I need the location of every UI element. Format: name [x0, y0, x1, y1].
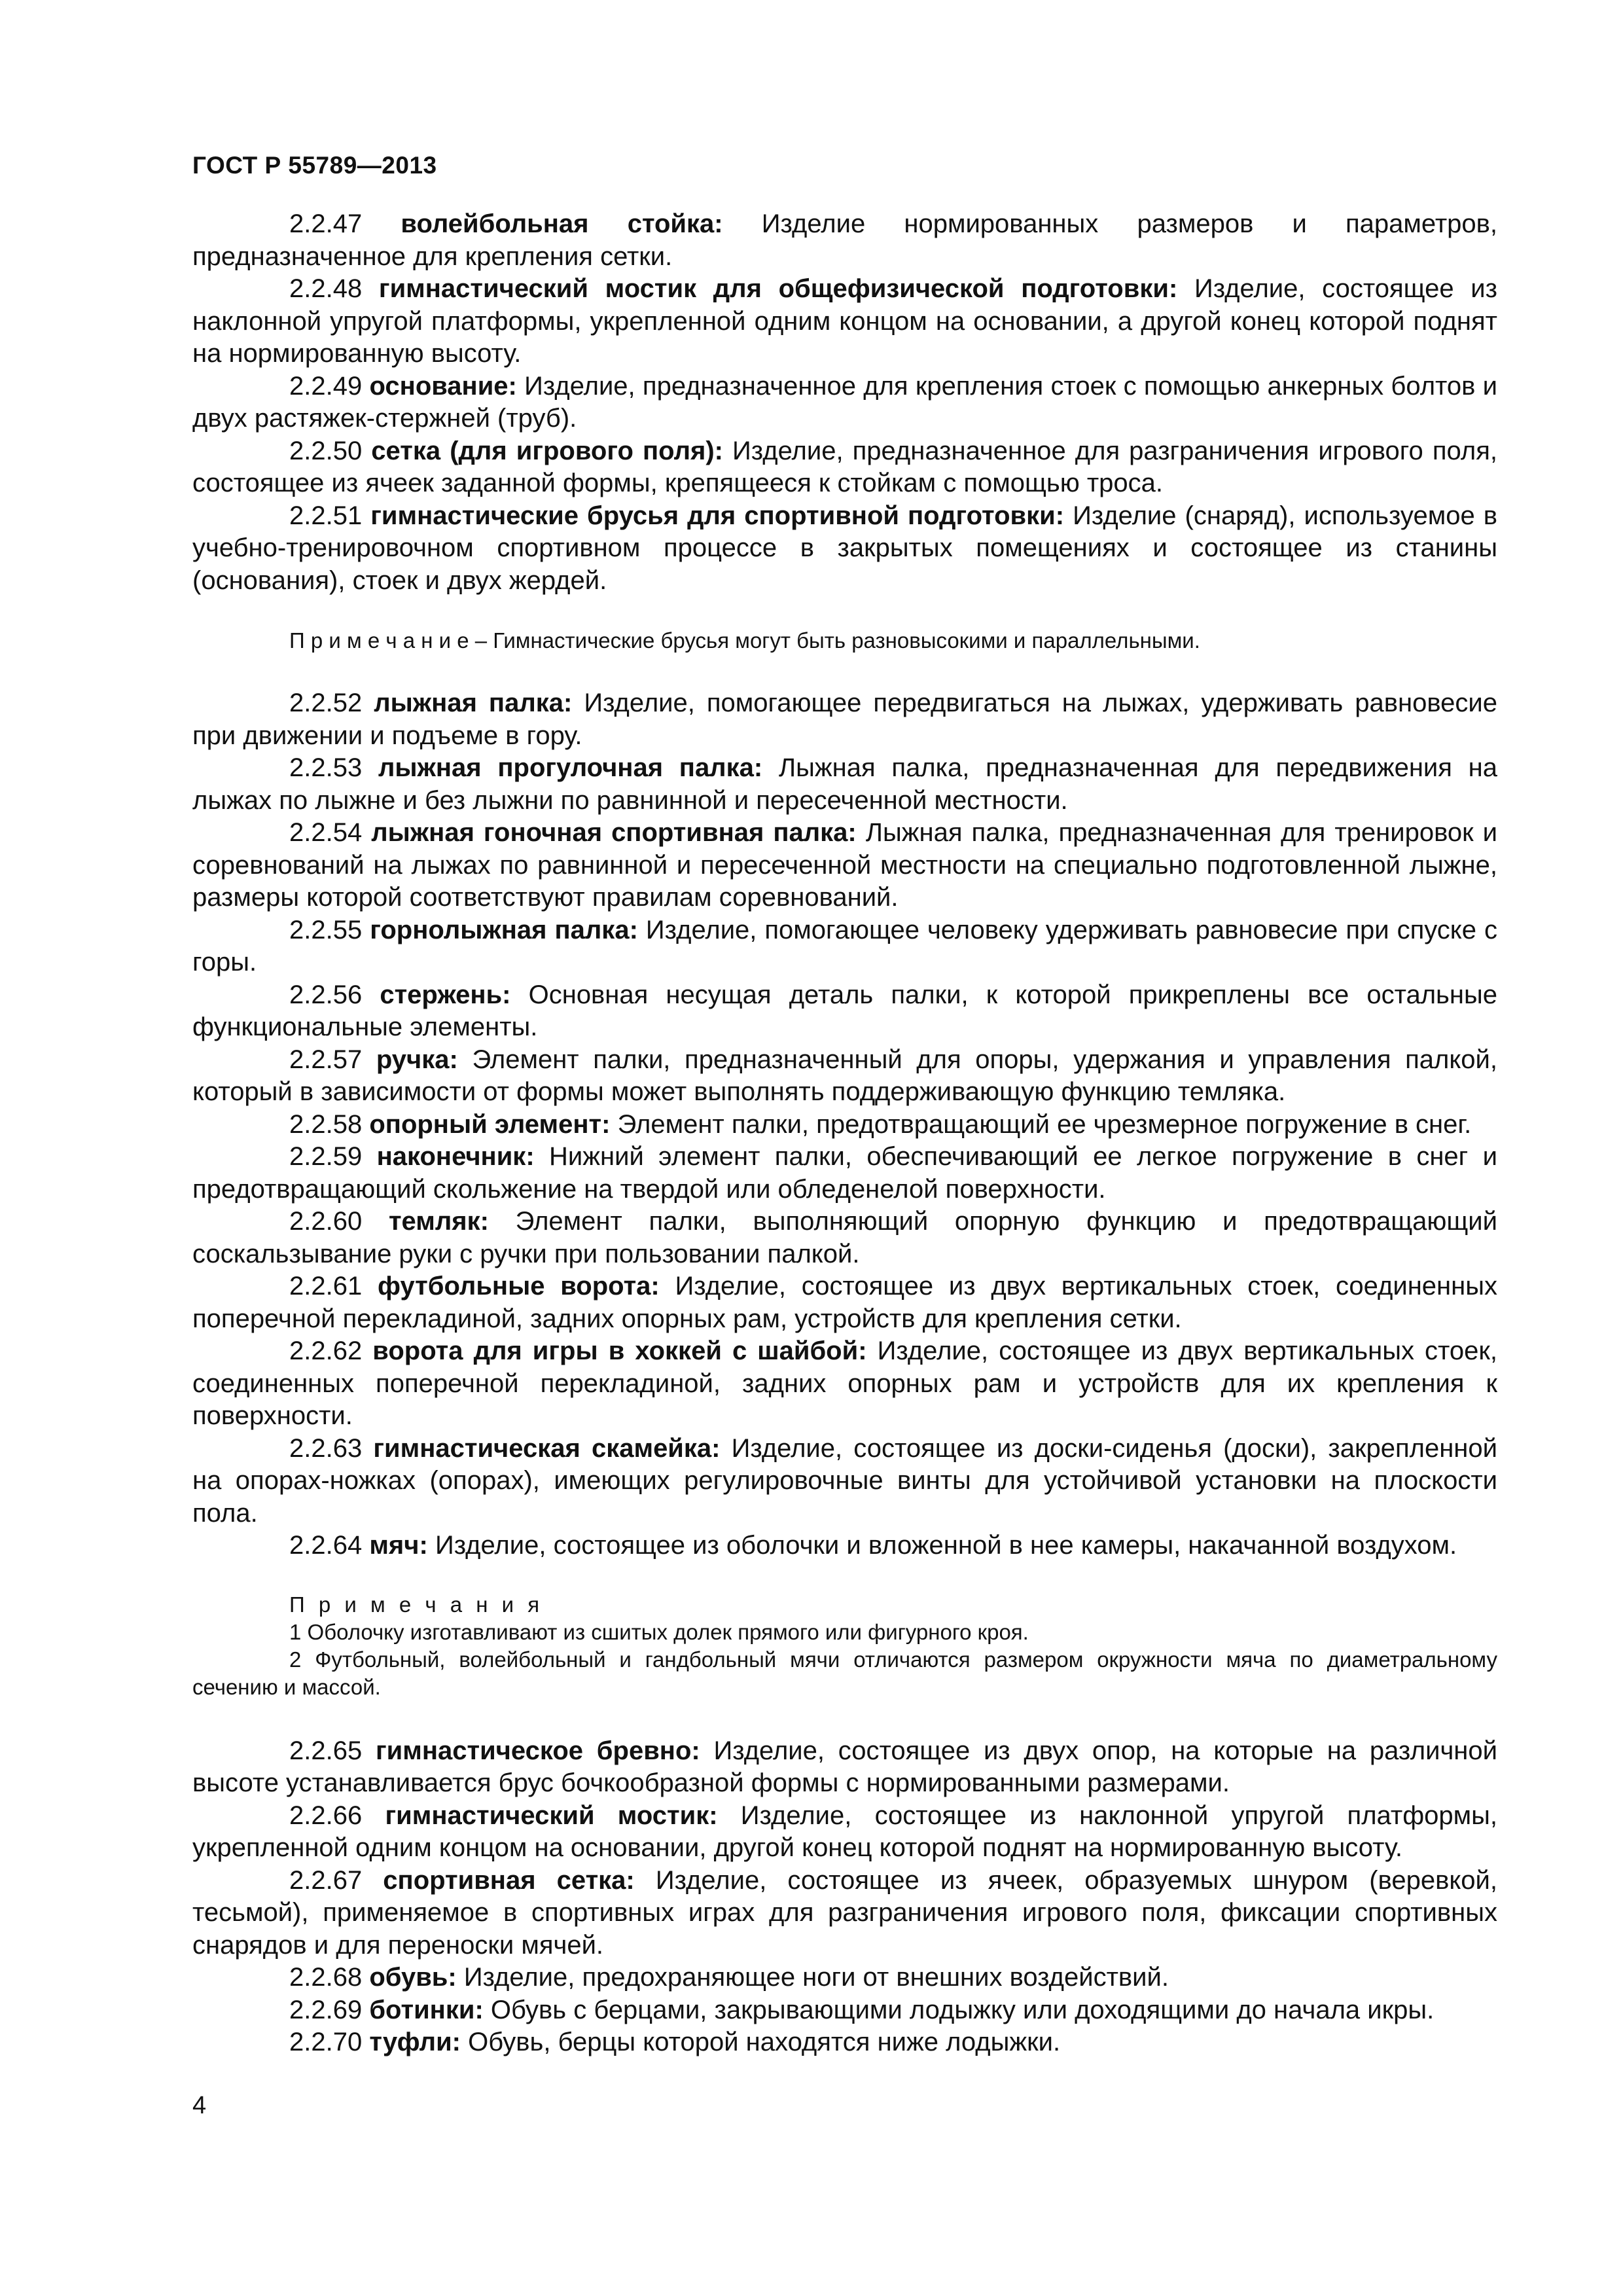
term-definition: Изделие, состоящее из наклонной упругой платформы, укрепленной одним концом на основании, другой конец которой поднят на нормированную высоту. [192, 1801, 1497, 1862]
term-name: темляк: [388, 1207, 489, 1236]
term-number: 2.2.48 [289, 274, 363, 303]
term-entry [192, 370, 1497, 435]
term-definition: Лыжная палка, предназначенная для передвижения на лыжах по лыжне и без лыжни по равнинной и пересеченной местности. [192, 753, 1497, 815]
term-number: 2.2.54 [289, 818, 363, 847]
term-entry [192, 1270, 1497, 1335]
term-name: горнолыжная палка: [370, 915, 638, 944]
term-name: футбольные ворота: [377, 1272, 660, 1300]
term-number: 2.2.57 [289, 1045, 363, 1074]
notes-ball [192, 1591, 1497, 1701]
term-number: 2.2.53 [289, 753, 363, 782]
note-item: 1 Оболочку изготавливают из сшитых долек прямого или фигурного кроя. [289, 1619, 1029, 1644]
term-definition: Изделие, состоящее из доски-сиденья (доски), закрепленной на опорах-ножках (опорах), имеющих регулировочные винты для устойчивой установки на плоскости пола. [192, 1433, 1497, 1528]
term-definition: Изделие, помогающее человеку удерживать равновесие при спуске с горы. [192, 915, 1497, 977]
term-number: 2.2.55 [289, 915, 363, 944]
term-entry [192, 1044, 1497, 1109]
term-name: сетка (для игрового поля): [371, 436, 723, 465]
term-entry [192, 1109, 1497, 1141]
term-number: 2.2.64 [289, 1531, 363, 1560]
term-name: ручка: [376, 1045, 458, 1074]
term-definition: Изделие, состоящее из оболочки и вложенной в нее камеры, накачанной воздухом. [435, 1531, 1457, 1560]
term-number: 2.2.59 [289, 1142, 363, 1171]
term-number: 2.2.56 [289, 980, 363, 1009]
term-name: лыжная палка: [374, 689, 573, 717]
term-number: 2.2.49 [289, 371, 363, 401]
term-number: 2.2.62 [289, 1336, 363, 1365]
term-entry [192, 500, 1497, 598]
term-entry [192, 979, 1497, 1044]
term-definition: Изделие нормированных размеров и параметров, предназначенное для крепления сетки. [192, 209, 1497, 271]
term-definition: Нижний элемент палки, обеспечивающий ее легкое погружение в снег и предотвращающий скольжение на твердой или обледенелой поверхности. [192, 1142, 1497, 1204]
term-definition: Обувь с берцами, закрывающими лодыжку или доходящими до начала икры. [490, 1995, 1435, 2024]
term-number: 2.2.68 [289, 1963, 363, 1992]
document-body [192, 208, 1497, 2059]
term-entry [192, 1865, 1497, 1962]
term-entry [192, 914, 1497, 979]
term-entry [192, 1206, 1497, 1270]
notes-title: П р и м е ч а н и я [289, 1592, 544, 1617]
document-header: ГОСТ Р 55789—2013 [192, 152, 437, 179]
note-item: 2 Футбольный, волейбольный и гандбольный мячи отличаются размером окружности мяча по диаметральному сечению и массой. [192, 1647, 1497, 1699]
term-number: 2.2.52 [289, 689, 363, 717]
note-brusya: П р и м е ч а н и е – Гимнастические брусья могут быть разновысокими и параллельными. [289, 628, 1200, 653]
term-number: 2.2.51 [289, 501, 363, 530]
term-entry [192, 817, 1497, 914]
terms-group-c [192, 1735, 1497, 2059]
term-entry [192, 1735, 1497, 1800]
term-name: гимнастические брусья для спортивной подготовки: [370, 501, 1065, 530]
term-name: наконечник: [376, 1142, 535, 1171]
page-number: 4 [192, 2092, 207, 2119]
term-name: гимнастическая скамейка: [373, 1433, 721, 1463]
term-entry [192, 1433, 1497, 1530]
term-number: 2.2.65 [289, 1736, 363, 1765]
term-name: мяч: [369, 1531, 428, 1560]
term-definition: Изделие, состоящее из ячеек, образуемых шнуром (веревкой, тесьмой), применяемое в спортивных играх для разграничения игрового поля, фиксации спортивных снарядов и для переноски мячей. [192, 1865, 1497, 1960]
term-name: гимнастическое бревно: [376, 1736, 700, 1765]
term-entry [192, 208, 1497, 273]
term-definition: Элемент палки, выполняющий опорную функцию и предотвращающий соскальзывание руки с ручки при пользовании палкой. [192, 1207, 1497, 1268]
term-name: опорный элемент: [369, 1109, 611, 1139]
term-definition: Изделие, предназначенное для крепления стоек с помощью анкерных болтов и двух растяжек-стержней (труб). [192, 371, 1498, 433]
term-name: ворота для игры в хоккей с шайбой: [372, 1336, 867, 1365]
term-number: 2.2.60 [289, 1207, 363, 1236]
term-number: 2.2.66 [289, 1801, 363, 1830]
term-name: основание: [369, 371, 517, 401]
term-number: 2.2.63 [289, 1433, 363, 1463]
term-entry [192, 1530, 1497, 1562]
term-entry [192, 1800, 1497, 1865]
term-name: гимнастический мостик для общефизической подготовки: [378, 274, 1178, 303]
term-definition: Лыжная палка, предназначенная для тренировок и соревнований на лыжах по равнинной и пересеченной местности на специально подготовленной лыжне, размеры которой соответствуют правилам соревнований. [192, 818, 1497, 912]
term-entry [192, 1335, 1497, 1433]
term-entry [192, 2026, 1497, 2059]
term-entry [192, 273, 1497, 370]
term-entry [192, 1994, 1497, 2027]
term-number: 2.2.50 [289, 436, 363, 465]
term-number: 2.2.58 [289, 1109, 363, 1139]
term-definition: Элемент палки, предназначенный для опоры, удержания и управления палкой, который в зависимости от формы может выполнять поддерживающую функцию темляка. [192, 1045, 1497, 1106]
term-definition: Изделие, предохраняющее ноги от внешних воздействий. [463, 1963, 1169, 1992]
term-number: 2.2.69 [289, 1995, 363, 2024]
term-definition: Обувь, берцы которой находятся ниже лодыжки. [468, 2028, 1061, 2056]
term-definition: Изделие (снаряд), используемое в учебно-тренировочном спортивном процессе в закрытых помещениях и состоящее из станины (основания), стоек и двух жердей. [192, 501, 1497, 595]
term-name: гимнастический мостик: [385, 1801, 718, 1830]
term-entry [192, 435, 1497, 500]
term-number: 2.2.61 [289, 1272, 363, 1300]
term-definition: Изделие, состоящее из наклонной упругой платформы, укрепленной одним концом на основании, а другой конец которой поднят на нормированную высоту. [192, 274, 1497, 368]
terms-group-a [192, 208, 1497, 597]
term-number: 2.2.67 [289, 1865, 363, 1895]
term-name: туфли: [369, 2028, 461, 2056]
term-name: лыжная гоночная спортивная палка: [371, 818, 857, 847]
term-name: спортивная сетка: [383, 1865, 635, 1895]
term-entry [192, 752, 1497, 817]
term-name: лыжная прогулочная палка: [378, 753, 763, 782]
term-definition: Элемент палки, предотвращающий ее чрезмерное погружение в снег. [617, 1109, 1472, 1139]
term-definition: Изделие, состоящее из двух опор, на которые на различной высоте устанавливается брус бочкообразной формы с нормированными размерами. [192, 1736, 1497, 1797]
term-number: 2.2.47 [289, 209, 363, 238]
term-definition: Изделие, помогающее передвигаться на лыжах, удерживать равновесие при движении и подъеме в гору. [192, 689, 1497, 750]
term-name: обувь: [369, 1963, 457, 1992]
term-number: 2.2.70 [289, 2028, 363, 2056]
terms-group-b [192, 687, 1497, 1562]
term-name: волейбольная стойка: [401, 209, 723, 238]
term-definition: Изделие, состоящее из двух вертикальных стоек, соединенных поперечной перекладиной, задних опорных рам и устройств для их крепления к поверхности. [192, 1336, 1497, 1430]
term-definition: Изделие, предназначенное для разграничения игрового поля, состоящее из ячеек заданной формы, крепящееся к стойкам с помощью троса. [192, 436, 1497, 497]
term-entry [192, 1141, 1497, 1206]
term-definition: Основная несущая деталь палки, к которой прикреплены все остальные функциональные элементы. [192, 980, 1497, 1041]
term-entry [192, 1962, 1497, 1994]
term-entry [192, 687, 1497, 752]
term-definition: Изделие, состоящее из двух вертикальных стоек, соединенных поперечной перекладиной, задних опорных рам, устройств для крепления сетки. [192, 1272, 1497, 1333]
term-name: стержень: [380, 980, 511, 1009]
term-name: ботинки: [369, 1995, 484, 2024]
